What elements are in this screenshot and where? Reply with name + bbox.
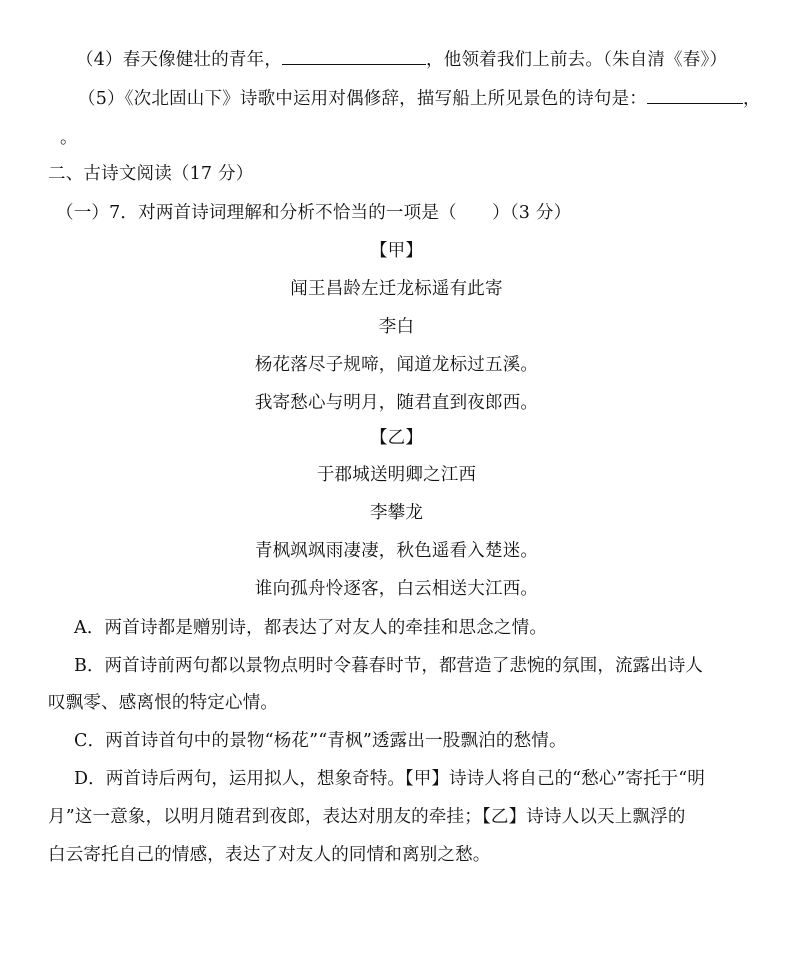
question-4-suffix: ，他领着我们上前去。（朱自清《春》） xyxy=(426,50,728,70)
poem-jia-line-1: 杨花落尽子规啼，闻道龙标过五溪。 xyxy=(254,355,539,375)
question-7: （一）7．对两首诗词理解和分析不恰当的一项是（ ）（3 分） xyxy=(56,203,572,223)
question-5-period: 。 xyxy=(60,128,78,148)
section-2-heading: 二、古诗文阅读（17 分） xyxy=(48,164,254,184)
question-5-suffix: ， xyxy=(742,89,761,109)
question-5-answer-blank[interactable] xyxy=(647,88,743,104)
option-c: C．两首诗首句中的景物“杨花”“青枫”透露出一股飘泊的愁情。 xyxy=(74,731,567,751)
question-4-prefix: （4）春天像健壮的青年， xyxy=(76,50,283,70)
option-d-line-3: 白云寄托自己的情感，表达了对友人的同情和离别之愁。 xyxy=(48,845,491,865)
poem-jia-line-2: 我寄愁心与明月，随君直到夜郎西。 xyxy=(254,393,539,413)
option-d-line-2: 月”这一意象，以明月随君到夜郎，表达对朋友的牵挂；【乙】诗诗人以天上飘浮的 xyxy=(48,807,686,827)
option-b-line-2: 叹飘零、感离恨的特定心情。 xyxy=(48,693,279,713)
poem-jia-title: 闻王昌龄左迁龙标遥有此寄 xyxy=(290,279,503,299)
poem-yi-tag: 【乙】 xyxy=(369,428,424,448)
question-4 xyxy=(76,49,727,71)
poem-yi-line-2: 谁向孤舟怜逐客，白云相送大江西。 xyxy=(254,579,539,599)
question-4-answer-blank[interactable] xyxy=(282,49,426,65)
poem-jia-tag: 【甲】 xyxy=(369,241,424,261)
question-5-prefix: （5）《次北固山下》诗歌中运用对偶修辞，描写船上所见景色的诗句是： xyxy=(78,89,647,109)
poem-yi-title: 于郡城送明卿之江西 xyxy=(316,465,477,485)
poem-yi-author: 李攀龙 xyxy=(369,503,424,523)
option-b-line-1: B．两首诗前两句都以景物点明时令暮春时节，都营造了悲惋的氛围，流露出诗人 xyxy=(74,656,703,676)
option-d-line-1: D．两首诗后两句，运用拟人，想象奇特。【甲】诗诗人将自己的“愁心”寄托于“明 xyxy=(74,769,705,789)
poem-jia-author: 李白 xyxy=(378,317,415,337)
question-5 xyxy=(78,88,761,110)
poem-yi-line-1: 青枫飒飒雨凄凄，秋色遥看入楚迷。 xyxy=(254,541,539,561)
question-5-end xyxy=(60,127,78,149)
option-a: A．两首诗都是赠别诗，都表达了对友人的牵挂和思念之情。 xyxy=(74,618,548,638)
